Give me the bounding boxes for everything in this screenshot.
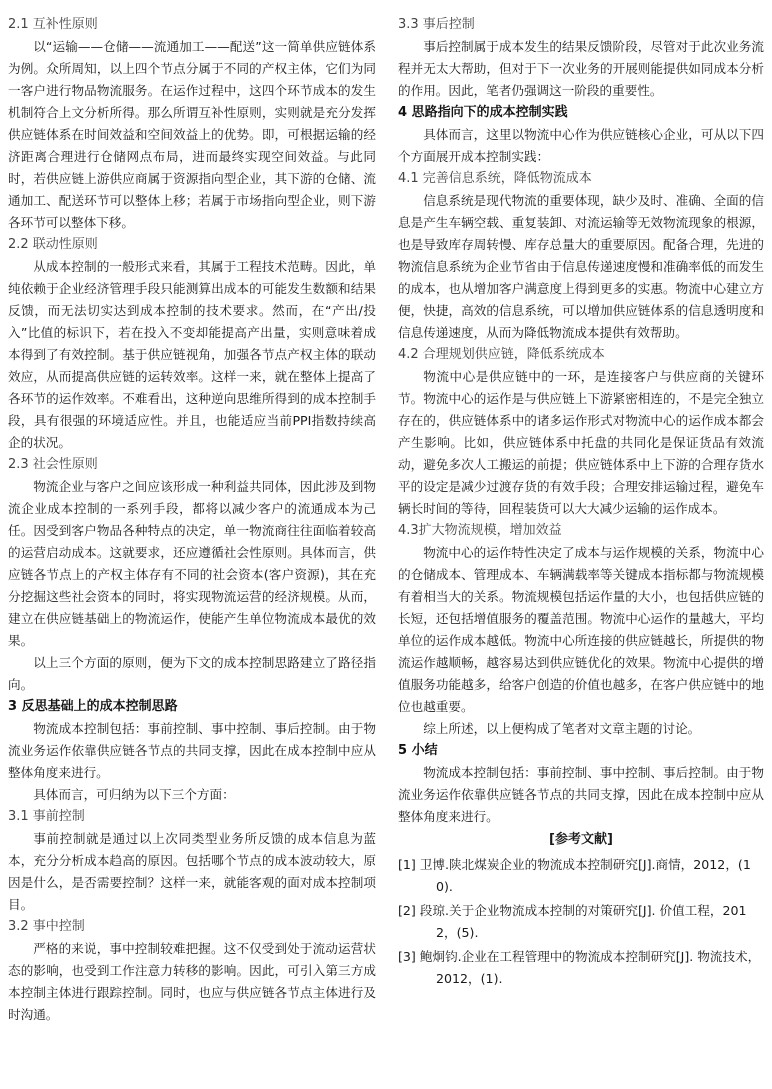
paragraph: 以上三个方面的原则，便为下文的成本控制思路建立了路径指向。 bbox=[8, 655, 376, 692]
subsection-heading: 3.2 事中控制 bbox=[8, 919, 85, 934]
subsection-heading: 3.3 事后控制 bbox=[398, 17, 475, 32]
reference-item: [3] 鲍炯钧.企业在工程管理中的物流成本控制研究[J]. 物流技术，2012，(1). bbox=[398, 949, 761, 986]
subsection-heading: 4.1 完善信息系统，降低物流成本 bbox=[398, 171, 592, 186]
subsection-heading: 2.2 联动性原则 bbox=[8, 237, 98, 252]
paragraph: 从成本控制的一般形式来看，其属于工程技术范畴。因此，单纯依赖于企业经济管理手段只能测算出成本的可能发生数额和结果反馈，而无法切实达到成本控制的技术要求。然而，在“产出/投入”比值的标识下，若在投入不变却能提高产出量，实则意味着成本得到了有效控制。基于供应链视角，加强各节点产权主体的联动效应，从而提高供应链的运转效率。这样一来，就在整体上提高了各环节的运作效率。不难看出，这种逆向思维所得到的成本控制手段，具有很强的环境适应性。并且，也能适应当前PPI指数持续高企的状况。 bbox=[8, 259, 376, 450]
subsection-heading: 3.1 事前控制 bbox=[8, 809, 85, 824]
paragraph: 具体而言，可归纳为以下三个方面： bbox=[33, 787, 235, 802]
paragraph: 事前控制就是通过以上次同类型业务所反馈的成本信息为蓝本，充分分析成本趋高的原因。包括哪个节点的成本波动较大，原因是什么，是否需要控制？这样一来，就能客观的面对成本控制项目。 bbox=[8, 831, 376, 912]
paragraph: 综上所述，以上便构成了笔者对文章主题的讨论。 bbox=[423, 721, 701, 736]
references-heading: [参考文献] bbox=[549, 832, 613, 847]
paragraph: 物流中心的运作特性决定了成本与运作规模的关系，物流中心的仓储成本、管理成本、车辆满载率等关键成本指标都与物流规模有着相当大的关系。物流规模包括运作量的大小，也包括供应链的长短，还包括增值服务的覆盖范围。物流中心运作的量越大，平均单位的运作成本越低。物流中心所连接的供应链越长，所提供的物流运作越顺畅，越容易达到供应链优化的效果。物流中心提供的增值服务功能越多，给客户创造的价值也越多，在客户供应链中的地位也越重要。 bbox=[398, 545, 764, 714]
paragraph: 具体而言，这里以物流中心作为供应链核心企业，可从以下四个方面展开成本控制实践： bbox=[398, 127, 764, 164]
subsection-heading: 2.1 互补性原则 bbox=[8, 17, 98, 32]
paragraph: 物流中心是供应链中的一环，是连接客户与供应商的关键环节。物流中心的运作是与供应链上下游紧密相连的，不是完全独立存在的，供应链体系中的诸多运作形式对物流中心的运作成本都会产生影响。比如，供应链体系中托盘的共同化是保证货品有效流动，避免多次人工搬运的前提；供应链体系中上下游的合理存货水平的设定是减少过渡存货的有效手段；合理安排运输过程，避免车辆长时间的等待，回程装货可以大大减少运输的运作成本。 bbox=[398, 369, 764, 516]
reference-item: [1] 卫博.陕北煤炭企业的物流成本控制研究[J].商情，2012，(10). bbox=[398, 857, 751, 894]
reference-item: [2] 段琼.关于企业物流成本控制的对策研究[J]. 价值工程，2012，(5). bbox=[398, 903, 747, 940]
paragraph: 物流成本控制包括：事前控制、事中控制、事后控制。由于物流业务运作依靠供应链各节点的共同支撑，因此在成本控制中应从整体角度来进行。 bbox=[398, 765, 764, 824]
paragraph: 物流企业与客户之间应该形成一种利益共同体，因此涉及到物流企业成本控制的一系列手段，都将以减少客户的流通成本为己任。因受到客户物品各种特点的决定，单一物流商往往面临着较高的运营启动成本。这就要求，还应遵循社会性原则。具体而言，供应链各节点上的产权主体存有不同的社会资本(客户资源)，其在充分挖掘这些社会资本的同时，将实现物流运营的经济规模。从而，建立在供应链基础上的物流运作，使能产生单位物流成本最优的效果。 bbox=[8, 479, 376, 648]
paragraph: 严格的来说，事中控制较难把握。这不仅受到处于流动运营状态的影响，也受到工作注意力转移的影响。因此，可引入第三方成本控制主体进行跟踪控制。同时，也应与供应链各节点主体进行及时沟通。 bbox=[8, 941, 376, 1022]
paragraph: 以“运输——仓储——流通加工——配送”这一简单供应链体系为例。众所周知，以上四个节点分属于不同的产权主体，它们为同一客户进行物品物流服务。在运作过程中，这四个环节成本的发生机制符合上文分析所得。那么所谓互补性原则，实则就是充分发挥供应链体系在时间效益和空间效益上的优势。即，可根据运输的经济距离合理进行仓储网点布局，进而最终实现空间效益。与此同时，若供应链上游供应商属于资源指向型企业，其下游的仓储、流通加工、配送环节可以整体上移；若属于市场指向型企业，则下游各环节可以整体下移。 bbox=[8, 39, 376, 230]
left-column bbox=[8, 14, 376, 1026]
section-heading: 3 反思基础上的成本控制思路 bbox=[8, 699, 178, 714]
paragraph: 事后控制属于成本发生的结果反馈阶段，尽管对于此次业务流程并无太大帮助，但对于下一次业务的开展则能提供如同成本分析的作用。因此，笔者仍强调这一阶段的重要性。 bbox=[398, 39, 764, 98]
subsection-heading: 2.3 社会性原则 bbox=[8, 457, 98, 472]
section-heading: 4 思路指向下的成本控制实践 bbox=[398, 105, 568, 120]
subsection-heading: 4.3扩大物流规模，增加效益 bbox=[398, 523, 562, 538]
paragraph: 信息系统是现代物流的重要体现，缺少及时、准确、全面的信息是产生车辆空载、重复装卸、对流运输等无效物流现象的根源，也是导致库存周转慢、库存总量大的重要原因。配备合理，先进的物流信息系统为企业节省由于信息传递速度慢和准确率低的而发生的成本，也从增加客户满意度上得到更多的实惠。物流中心建立方便，快捷，高效的信息系统，可以增加供应链体系的信息透明度和信息传递速度，从而为降低物流成本提供有效帮助。 bbox=[398, 193, 764, 340]
section-heading: 5 小结 bbox=[398, 743, 438, 758]
subsection-heading: 4.2 合理规划供应链，降低系统成本 bbox=[398, 347, 605, 362]
paragraph: 物流成本控制包括：事前控制、事中控制、事后控制。由于物流业务运作依靠供应链各节点的共同支撑，因此在成本控制中应从整体角度来进行。 bbox=[8, 721, 376, 780]
right-column bbox=[398, 14, 764, 990]
